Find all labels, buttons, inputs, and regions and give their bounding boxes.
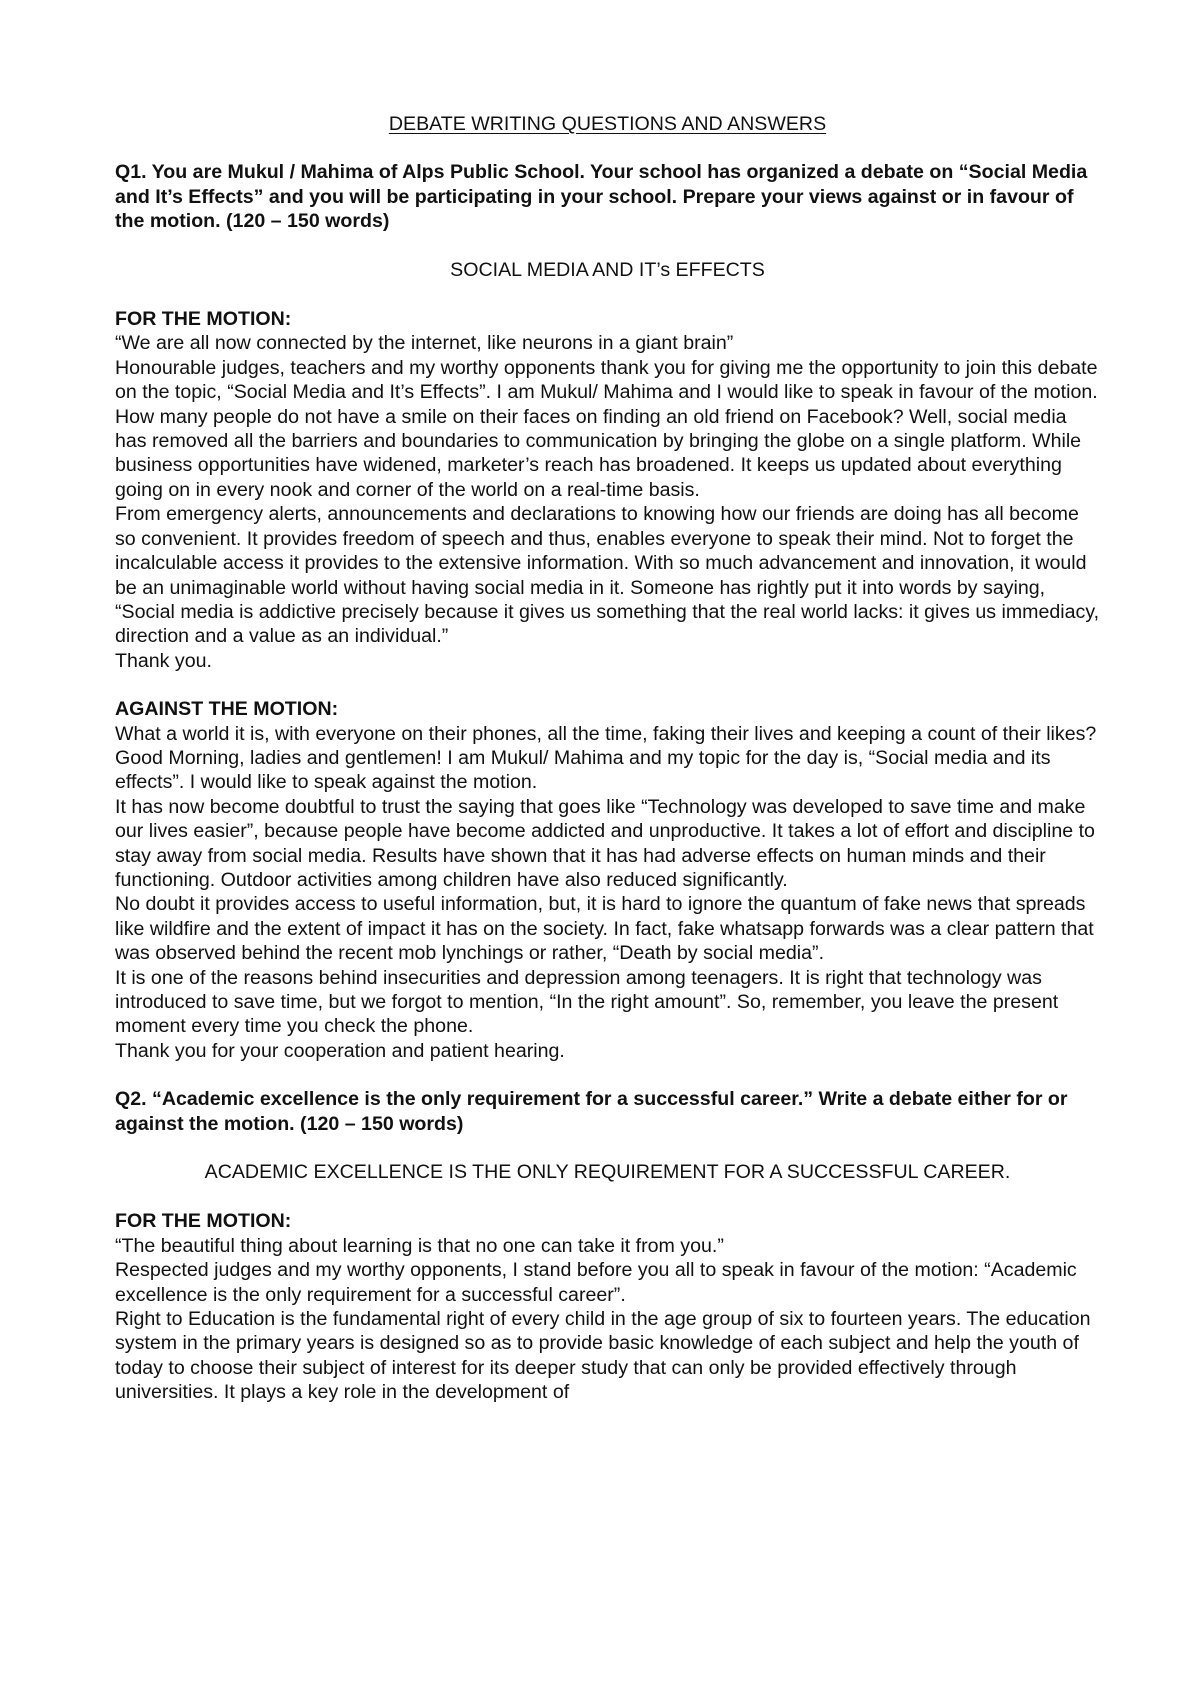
- q1-for-paragraph: Thank you.: [115, 649, 212, 672]
- question-1: Q1. You are Mukul / Mahima of Alps Public School. Your school has organized a debate on “Social Media and It’s Effects” and you will be participating in your school. Prepare your views against or in favour of the motion. (120 – 150 words): [115, 161, 1088, 233]
- q1-for-paragraph: “We are all now connected by the internet, like neurons in a giant brain”: [115, 332, 734, 355]
- question-2: Q2. “Academic excellence is the only requirement for a successful career.” Write a debate either for or against the motion. (120 – 150 words): [115, 1088, 1068, 1135]
- q2-for-paragraph: Right to Education is the fundamental right of every child in the age group of six to fourteen years. The education system in the primary years is designed so as to provide basic knowledge of each subject and help the youth of today to choose their subject of interest for its deeper study that can only be provided effectively through universities. It plays a key role in the development of: [115, 1308, 1091, 1404]
- q1-for-paragraph: Honourable judges, teachers and my worthy opponents thank you for giving me the opportunity to join this debate on the topic, “Social Media and It’s Effects”. I am Mukul/ Mahima and I would like to speak in favour of the motion.: [115, 356, 1098, 404]
- q1-for-heading: FOR THE MOTION:: [115, 308, 292, 331]
- q2-for-paragraph: “The beautiful thing about learning is that no one can take it from you.”: [115, 1234, 724, 1257]
- q1-for-paragraph: From emergency alerts, announcements and declarations to knowing how our friends are doing has all become so convenient. It provides freedom of speech and thus, enables everyone to speak their mind. Not to forget the incalculable access it provides to the extensive information. With so much advancement and innovation, it would be an unimaginable world without having social media in it. Someone has rightly put it into words by saying,: [115, 503, 1087, 599]
- topic-1-heading: SOCIAL MEDIA AND IT’s EFFECTS: [450, 258, 765, 281]
- q1-for-paragraph: How many people do not have a smile on their faces on finding an old friend on Facebook? Well, social media has removed all the barriers and boundaries to communication by bringing the globe on a single platform. While business opportunities have widened, marketer’s reach has broadened. It keeps us updated about everything going on in every nook and corner of the world on a real-time basis.: [115, 405, 1082, 501]
- q2-for-heading: FOR THE MOTION:: [115, 1210, 292, 1233]
- q1-against-paragraph: It has now become doubtful to trust the saying that goes like “Technology was developed to save time and make our lives easier”, because people have become addicted and unproductive. It takes a lot of effort and discipline to stay away from social media. Results have shown that it has had adverse effects on human minds and their functioning. Outdoor activities among children have also reduced significantly.: [115, 795, 1095, 891]
- document-title: DEBATE WRITING QUESTIONS AND ANSWERS: [388, 113, 827, 135]
- q1-against-paragraph: Good Morning, ladies and gentlemen! I am Mukul/ Mahima and my topic for the day is, “Social media and its effects”. I would like to speak against the motion.: [115, 746, 1051, 794]
- q2-for-paragraph: Respected judges and my worthy opponents, I stand before you all to speak in favour of the motion: “Academic excellence is the only requirement for a successful career”.: [115, 1259, 1077, 1306]
- document-page: [115, 112, 1100, 1405]
- q1-against-paragraph: Thank you for your cooperation and patient hearing.: [115, 1039, 565, 1062]
- q1-against-paragraph: It is one of the reasons behind insecurities and depression among teenagers. It is right that technology was introduced to save time, but we forgot to mention, “In the right amount”. So, remember, you leave the present moment every time you check the phone.: [115, 966, 1059, 1038]
- q1-for-paragraph: “Social media is addictive precisely because it gives us something that the real world lacks: it gives us immediacy, direction and a value as an individual.”: [115, 600, 1100, 648]
- q1-against-paragraph: What a world it is, with everyone on their phones, all the time, faking their lives and keeping a count of their likes?: [115, 722, 1097, 745]
- q1-against-heading: AGAINST THE MOTION:: [115, 698, 339, 721]
- topic-2-heading: ACADEMIC EXCELLENCE IS THE ONLY REQUIREMENT FOR A SUCCESSFUL CAREER.: [204, 1161, 1011, 1184]
- q1-against-paragraph: No doubt it provides access to useful information, but, it is hard to ignore the quantum of fake news that spreads like wildfire and the extent of impact it has on the society. In fact, fake whatsapp forwards was a clear pattern that was observed behind the recent mob lynchings or rather, “Death by social media”.: [115, 893, 1094, 965]
